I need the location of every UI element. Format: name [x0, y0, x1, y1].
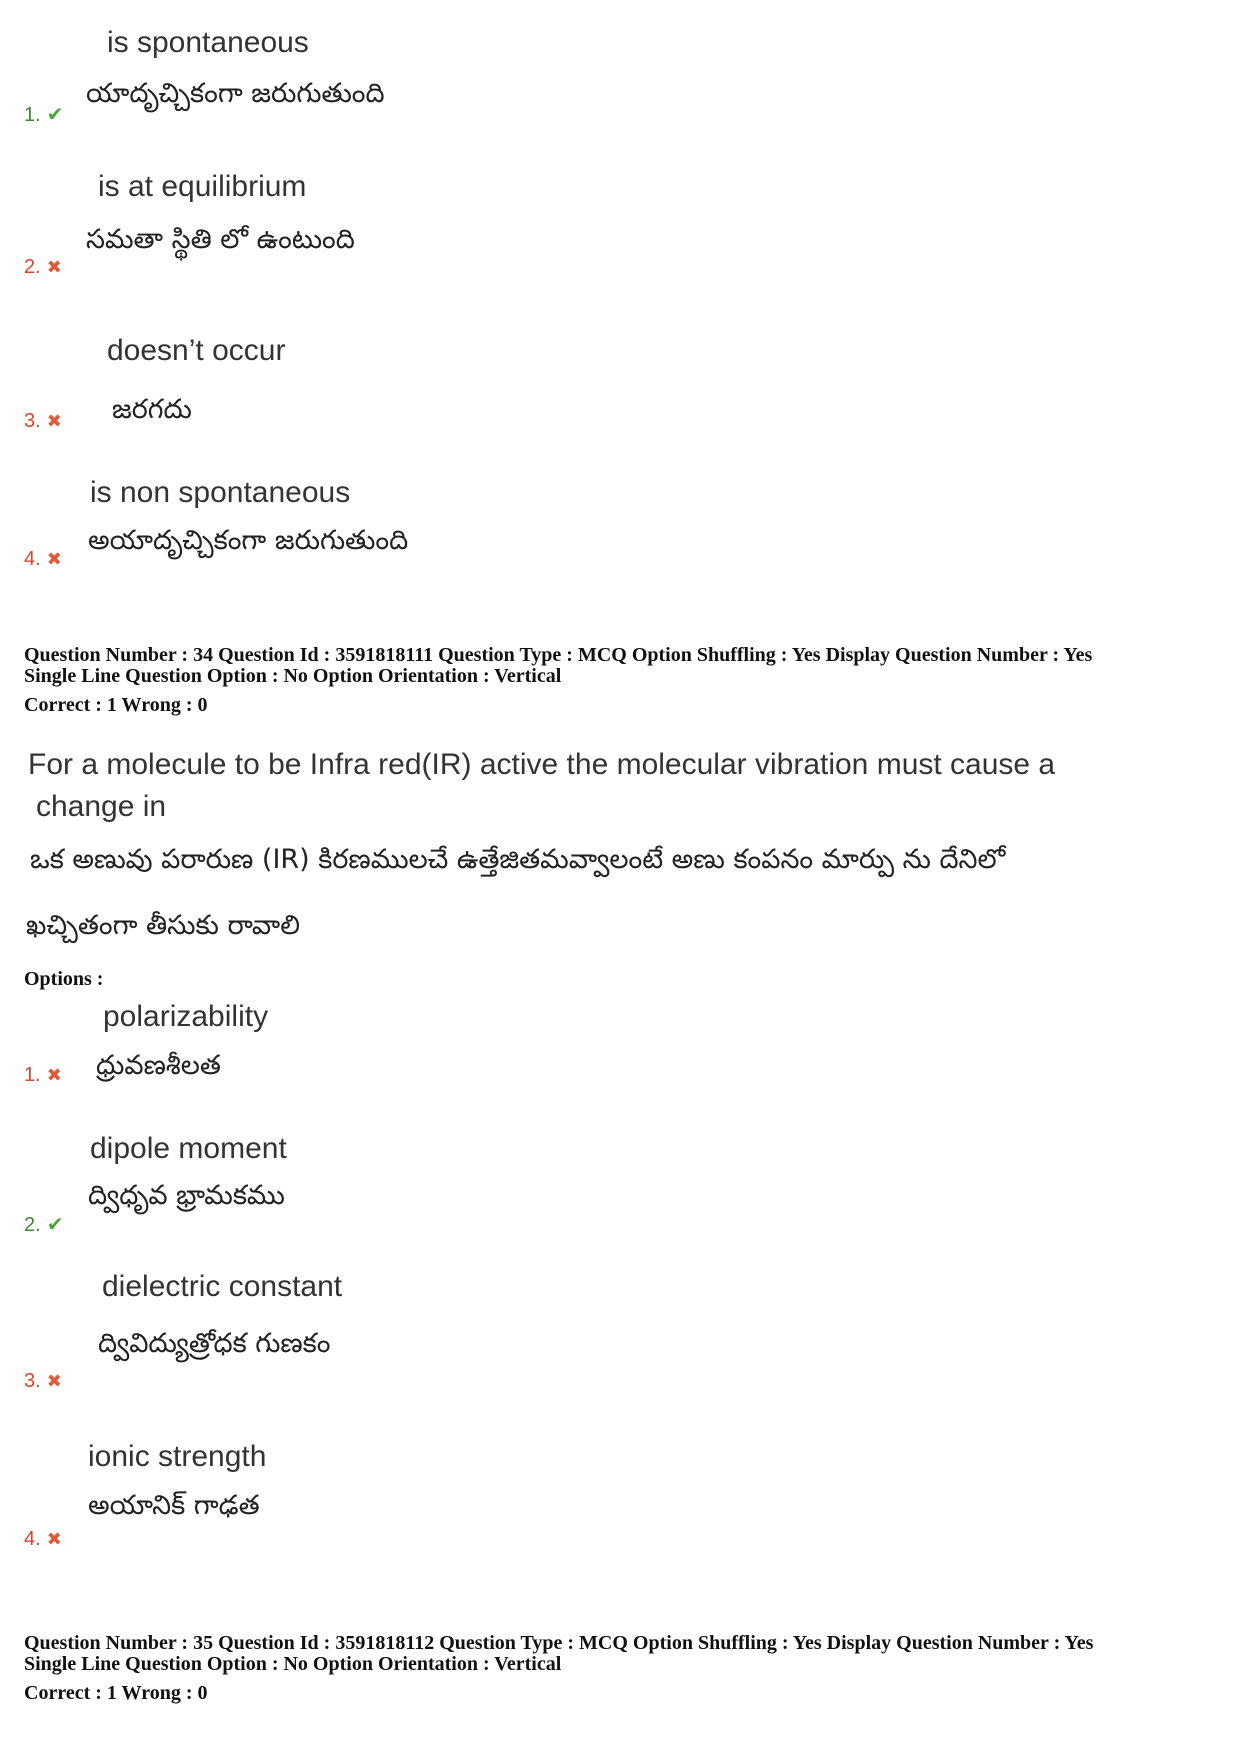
option-text-te: సమతా స్థితి లో ఉంటుంది — [86, 224, 355, 255]
option-number: 4. — [24, 548, 41, 570]
question-text-en-line-2: change in — [36, 790, 167, 823]
option-number: 2. — [24, 1214, 41, 1236]
option-text-en: is non spontaneous — [90, 476, 351, 509]
option-text-te: ద్వివిద్యుత్రోధక గుణకం — [98, 1328, 331, 1359]
question-marks: Correct : 1 Wrong : 0 — [24, 1682, 208, 1704]
option-text-te: అయాదృచ్చికంగా జరుగుతుంది — [88, 525, 409, 556]
option-number: 4. — [24, 1528, 41, 1550]
option-text-en: ionic strength — [88, 1440, 267, 1473]
question-marks: Correct : 1 Wrong : 0 — [24, 694, 208, 716]
option-number: 1. — [24, 1064, 41, 1086]
question-meta-line-1: Question Number : 34 Question Id : 3591818111 Question Type : MCQ Option Shuffling : Yes Display Question Number : Yes — [24, 644, 1093, 666]
option-text-te: యాదృచ్చికంగా జరుగుతుంది — [86, 78, 385, 109]
check-icon: ✔ — [46, 102, 64, 126]
option-text-en: dipole moment — [90, 1132, 287, 1165]
question-meta-line-1: Question Number : 35 Question Id : 3591818112 Question Type : MCQ Option Shuffling : Yes Display Question Number : Yes — [24, 1632, 1094, 1654]
option-text-te: జరగదు — [112, 394, 192, 425]
cross-icon: ✖ — [46, 1529, 62, 1550]
option-text-en: polarizability — [103, 1000, 269, 1033]
option-number: 3. — [24, 410, 41, 432]
option-text-en: is at equilibrium — [98, 170, 307, 203]
question-text-te-line-2: ఖచ్చితంగా తీసుకు రావాలి — [26, 910, 301, 941]
cross-icon: ✖ — [46, 549, 62, 570]
options-label: Options : — [24, 968, 104, 990]
question-text-te-line-1: ఒక అణువు పరారుణ (IR) కిరణములచే ఉత్తేజితమవ్వాలంటే అణు కంపనం మార్పు ను దేనిలో — [30, 844, 1006, 875]
option-text-en: dielectric constant — [102, 1270, 343, 1303]
option-text-te: ద్విధృవ భ్రామకము — [88, 1180, 285, 1211]
cross-icon: ✖ — [46, 1065, 62, 1086]
cross-icon: ✖ — [46, 257, 62, 278]
option-text-en: doesn’t occur — [107, 334, 286, 367]
option-number: 2. — [24, 256, 41, 278]
cross-icon: ✖ — [46, 1371, 62, 1392]
question-meta-line-2: Single Line Question Option : No Option Orientation : Vertical — [24, 665, 562, 687]
option-text-te: ధ్రువణశీలత — [96, 1050, 221, 1081]
check-icon: ✔ — [46, 1212, 64, 1236]
option-text-te: అయానిక్ గాఢత — [88, 1490, 260, 1521]
option-number: 3. — [24, 1370, 41, 1392]
question-text-en-line-1: For a molecule to be Infra red(IR) active the molecular vibration must cause a — [28, 748, 1056, 781]
question-meta-line-2: Single Line Question Option : No Option Orientation : Vertical — [24, 1653, 562, 1675]
option-text-en: is spontaneous — [107, 26, 309, 59]
option-number: 1. — [24, 104, 41, 126]
cross-icon: ✖ — [46, 411, 62, 432]
